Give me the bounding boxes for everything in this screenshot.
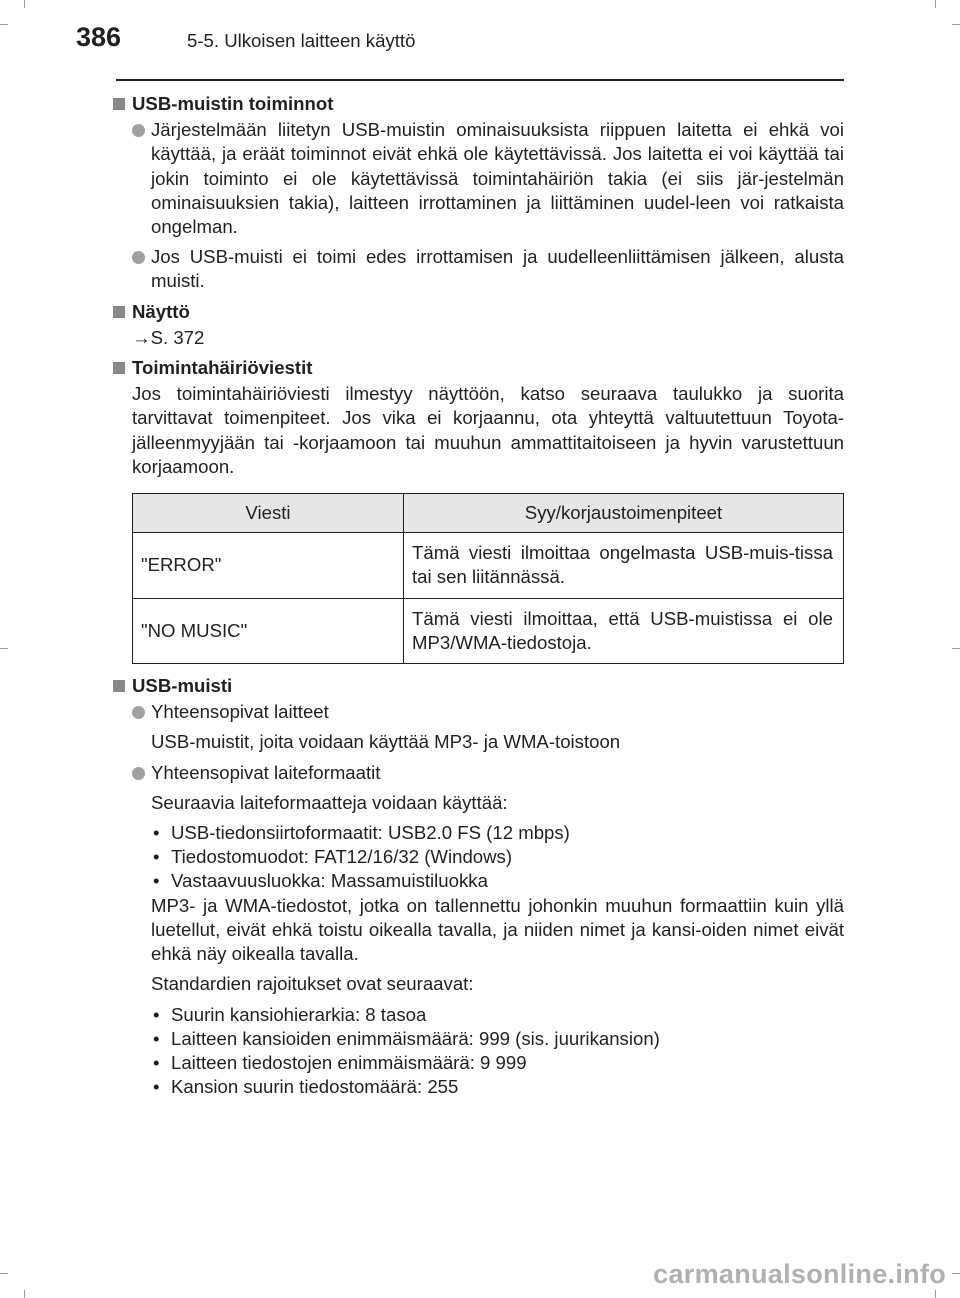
list-item — [112, 245, 844, 293]
list-item: • USB-tiedonsiirtoformaatit: USB2.0 FS (12 mbps) — [151, 821, 844, 845]
list-item: • Vastaavuusluokka: Massamuistiluokka — [151, 869, 844, 893]
table-row — [133, 598, 844, 663]
table-header-message: Viesti — [133, 494, 404, 533]
limits-list — [112, 1003, 844, 1100]
list-item — [112, 118, 844, 239]
crop-mark-left-bottom — [0, 1273, 8, 1274]
list-item: • Laitteen tiedostojen enimmäismäärä: 9 999 — [151, 1051, 844, 1075]
circle-bullet-icon — [132, 251, 145, 264]
heading-usb-memory — [112, 674, 844, 698]
limits-intro: Standardien rajoitukset ovat seuraavat: — [151, 973, 474, 995]
error-message-table — [132, 493, 844, 664]
circle-bullet-icon — [132, 767, 145, 780]
square-bullet-icon — [113, 98, 125, 110]
crop-mark-left-mid — [0, 648, 8, 649]
heading-usb-functions — [112, 92, 844, 116]
crop-mark-right-top — [952, 24, 960, 25]
bullet-text: Jos USB-muisti ei toimi edes irrottamisen ja uudelleenliittämisen jälkeen, alusta muisti. — [151, 246, 844, 292]
page-number: 386 — [76, 22, 122, 52]
square-bullet-icon — [113, 362, 125, 374]
list-item — [112, 700, 844, 724]
watermark: carmanualsonline.info — [653, 1259, 946, 1289]
crop-mark-bottom-left-v — [24, 1290, 25, 1298]
bullet-text: Yhteensopivat laiteformaatit — [151, 761, 381, 783]
table-cell-message: "ERROR" — [133, 533, 404, 598]
bullet-text: Järjestelmään liitetyn USB-muistin ominaisuuksista riippuen laitetta ei ehkä voi käyttää, ja eräät toiminnot eivät ehkä ole käytettävissä. Jos laitetta ei voi käyttää tai jokin toiminto ei ole käytettävissä toimintahäiriön takia (ei siis jär-jestelmän ominaisuuksien takia), laitteen irrottaminen ja liittäminen uudel-leen voi ratkaista ongelman. — [151, 119, 844, 238]
list-item: • Kansion suurin tiedostomäärä: 255 — [151, 1075, 844, 1099]
heading-text: USB-muisti — [132, 675, 233, 697]
heading-errors — [112, 356, 844, 380]
heading-text: Näyttö — [132, 300, 190, 322]
heading-display — [112, 300, 844, 324]
table-header-row — [133, 494, 844, 533]
crop-mark-top-left-v — [24, 0, 25, 8]
table-row — [133, 533, 844, 598]
format-list — [112, 821, 844, 894]
square-bullet-icon — [113, 680, 125, 692]
crop-mark-right-bottom — [952, 1273, 960, 1274]
section-title: 5-5. Ulkoisen laitteen käyttö — [187, 30, 416, 51]
square-bullet-icon — [113, 306, 125, 318]
list-item: • Suurin kansiohierarkia: 8 tasoa — [151, 1003, 844, 1027]
page-reference-link[interactable]: →S. 372 — [132, 326, 205, 348]
bullet-text: Yhteensopivat laitteet — [151, 701, 329, 723]
list-item: • Laitteen kansioiden enimmäismäärä: 999 (sis. juurikansion) — [151, 1027, 844, 1051]
table-cell-action: Tämä viesti ilmoittaa ongelmasta USB-muis-tissa tai sen liitännässä. — [404, 533, 844, 598]
list-item — [112, 761, 844, 785]
page-content — [112, 92, 844, 1099]
table-header-action: Syy/korjaustoimenpiteet — [404, 494, 844, 533]
circle-bullet-icon — [132, 706, 145, 719]
crop-mark-left-top — [0, 24, 8, 25]
formats-intro: Seuraavia laiteformaatteja voidaan käyttää: — [151, 791, 508, 813]
crop-mark-top-right-v — [935, 0, 936, 8]
heading-text: Toimintahäiriöviestit — [132, 357, 313, 379]
circle-bullet-icon — [132, 124, 145, 137]
header-rule — [116, 79, 844, 81]
crop-mark-bottom-right-v — [935, 1290, 936, 1298]
errors-intro: Jos toimintahäiriöviesti ilmestyy näyttöön, katso seuraava taulukko ja suorita tarvittavat toimenpiteet. Jos vika ei korjaannu, ota yhteyttä valtuutettuun Toyota-jälleenmyyjään tai -korjaamoon tai muuhun ammattitaitoiseen ja hyvin varustettuun korjaamoon. — [132, 383, 844, 477]
heading-text: USB-muistin toiminnot — [132, 93, 334, 114]
devices-text: USB-muistit, joita voidaan käyttää MP3- ja WMA-toistoon — [151, 731, 621, 753]
table-cell-action: Tämä viesti ilmoittaa, että USB-muistissa ei ole MP3/WMA-tiedostoja. — [404, 598, 844, 663]
list-item: • Tiedostomuodot: FAT12/16/32 (Windows) — [151, 845, 844, 869]
table-cell-message: "NO MUSIC" — [133, 598, 404, 663]
crop-mark-right-mid — [952, 648, 960, 649]
formats-note: MP3- ja WMA-tiedostot, jotka on tallennettu johonkin muuhun formaattiin kuin yllä luetellut, eivät ehkä toistu oikealla tavalla, ja niiden nimet ja kansi-oiden nimet eivät ehkä näy oikealla tavalla. — [151, 894, 844, 965]
